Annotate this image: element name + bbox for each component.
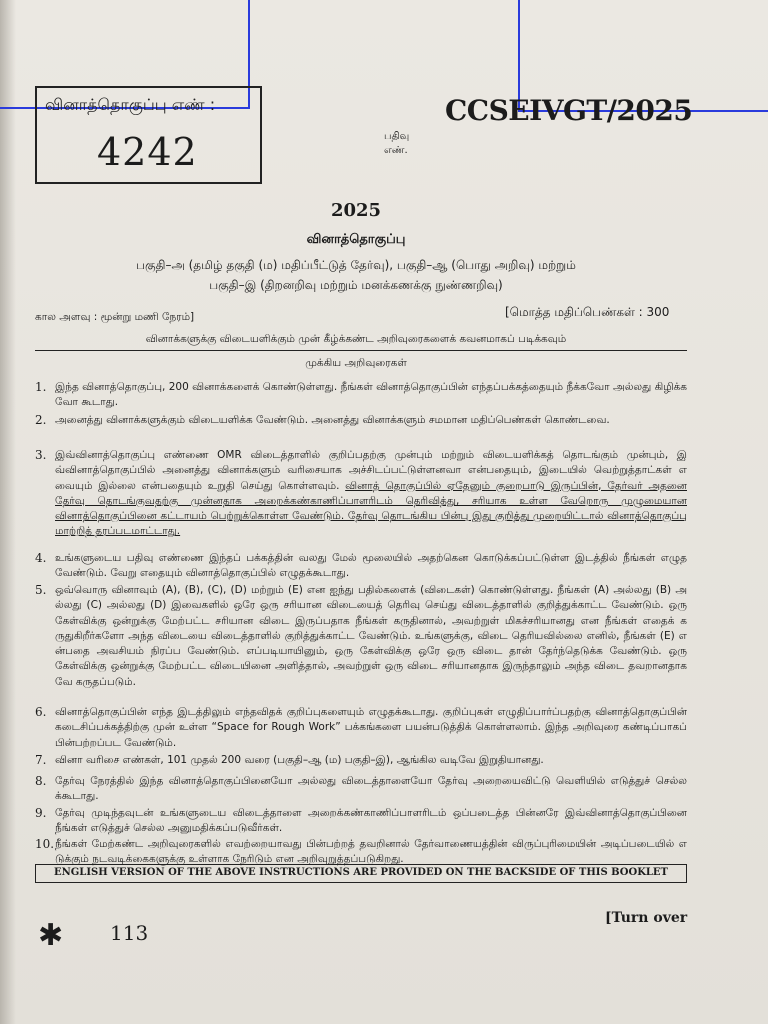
read-instructions-notice: வினாக்களுக்கு விடையளிக்கும் முன் கீழ்க்கண்ட அறிவுரைகளைக் கவனமாகப் படிக்கவும் (145, 333, 567, 345)
instruction-underlined-text: வினாத் தொகுப்பில் ஏதேனும் குறைபாடு இருப்பின், தேர்வர் அதனை தேர்வு தொடங்குவதற்கு முன்னதாக அறைக்கண்காணிப்பாளரிடம் தெரிவித்து, சரியாக உள்ள வேறொரு முழுமையான வினாத்தொகுப்பினை கட்டாயம் பெற்றுக்கொள்ள வேண்டும். தேர்வு தொடங்கிய பின்பு இது குறித்து முறையிட்டால் வினாத்தொகுப்பு மாற்றித் தரப்படமாட்டாது. (55, 479, 687, 538)
instruction-number: 7. (35, 753, 47, 767)
instruction-text (55, 380, 687, 411)
instructions-heading: முக்கிய அறிவுரைகள் (305, 357, 407, 369)
divider (35, 350, 687, 351)
instruction-number: 5. (35, 583, 47, 597)
instruction-number: 3. (35, 448, 47, 462)
exam-code: CCSEIVGT/2025 (445, 94, 693, 127)
page-number: 113 (110, 921, 149, 945)
instruction-text (55, 753, 687, 768)
instruction-text-segment: ஒவ்வொரு வினாவும் (A), (B), (C), (D) மற்றும் (E) என ஐந்து பதில்களைக் (விடைகள்) கொண்டுள்ளது. நீங்கள் (A) அல்லது (B) அல்லது (C) அல்லது (D) இவைகளில் ஒரே ஒரு சரியான விடையைத் தெரிவு செய்து விடைத்தாளில் குறித்துக்காட்ட வேண்டும். ஒரு கேள்விக்கு ஒன்றுக்கு மேற்பட்ட சரியான விடை இருப்பதாக நீங்கள் கருதினால், அவற்றுள் மிகச்சரியானது என நீங்கள் எதைக் கருதுகிறீர்களோ அந்த விடையை விடைத்தாளில் குறித்துக்காட்ட வேண்டும். உங்களுக்கு, விடை தெரியவில்லை எனில், நீங்கள் (E) என்பதை அவசியம் நிரப்ப வேண்டும். எப்படியாயினும், ஒரு கேள்விக்கு ஒரே ஒரு விடை தான் தேர்ந்தெடுக்க வேண்டும். ஒரு கேள்விக்கு ஒன்றுக்கு மேற்பட்ட விடையினை அளித்தால், அவற்றுள் ஒரு விடை சரியானதாக இருந்தாலும் அந்த விடை தவறானதாகவே கருதப்படும். (55, 584, 687, 688)
exam-duration: கால அளவு : மூன்று மணி நேரம்] (35, 311, 195, 323)
exam-parts-line-1: பகுதி–அ (தமிழ் தகுதி (ம) மதிப்பீட்டுத் தேர்வு), பகுதி–ஆ (பொது அறிவு) மற்றும் (136, 258, 576, 272)
exam-year: 2025 (330, 200, 382, 221)
instruction-text-segment: வினாத்தொகுப்பின் எந்த இடத்திலும் எந்தவிதக் குறிப்புகளையும் எழுதக்கூடாது. குறிப்புகள் எழுதிப்பார்ப்பதற்கு வினாத்தொகுப்பின் கடைசிப்பக்கத்திற்கு முன் உள்ள “Space for Rough Work” பக்கங்களை பயன்படுத்திக் கொள்ளலாம். இந்த அறிவுரை கண்டிப்பாகப் பின்பற்றப்பட வேண்டும். (55, 706, 687, 749)
instruction-number: 10. (35, 837, 55, 851)
max-marks: [மொத்த மதிப்பெண்கள் : 300 (505, 305, 670, 319)
instruction-text-segment: அனைத்து வினாக்களுக்கும் விடையளிக்க வேண்டும். அனைத்து வினாக்களும் சமமான மதிப்பெண்கள் கொண்டவை. (55, 414, 610, 426)
instruction-number: 2. (35, 413, 47, 427)
instruction-text-segment: தேர்வு முடிந்தவுடன் உங்களுடைய விடைத்தாளை அறைக்கண்காணிப்பாளரிடம் ஒப்படைத்த பின்னரே இவ்வினாத்தொகுப்பினை நீங்கள் எடுத்துச் செல்ல அனுமதிக்கப்படுவீர்கள். (55, 807, 687, 835)
instruction-number: 8. (35, 774, 47, 788)
booklet-subject: வினாத்தொகுப்பு (306, 232, 406, 247)
instruction-text (55, 583, 687, 690)
instruction-text (55, 806, 687, 837)
instruction-text-segment: நீங்கள் மேற்கண்ட அறிவுரைகளில் எவற்றையாவது பின்பற்றத் தவறினால் தேர்வாணையத்தின் விருப்புரிமையின் அடிப்படையில் எடுக்கும் நடவடிக்கைகளுக்கு உள்ளாக நேரிடும் என அறிவுறுத்தப்படுகிறது. (55, 838, 687, 866)
instruction-number: 9. (35, 806, 47, 820)
instruction-text-segment: வினா வரிசை எண்கள், 101 முதல் 200 வரை (பகுதி–ஆ (ம) பகுதி–இ), ஆங்கில வடிவே இறுதியானது. (55, 754, 544, 766)
exam-parts-line-2: பகுதி–இ (திறனறிவு மற்றும் மனக்கணக்கு நுண்ணறிவு) (209, 278, 503, 292)
turn-over-label: [Turn over (605, 910, 688, 926)
instruction-text (55, 705, 687, 751)
instruction-text (55, 413, 687, 428)
instruction-text (55, 551, 687, 582)
instruction-text (55, 774, 687, 805)
instruction-text-segment: இவ்வினாத்தொகுப்பு எண்ணை OMR விடைத்தாளில் குறிப்பதற்கு முன்பும் மற்றும் விடையளிக்கத் தொடங்கும் முன்பும், இவ்வினாத்தொகுப்பில் அனைத்து வினாக்களும் வரிசையாக அச்சிடப்பட்டுள்ளனவா என்பதையும், இடையில் வெற்றுத்தாட்கள் எவையும் இல்லை என்பதையும் உறுதி செய்து கொள்ளவும். (55, 449, 687, 492)
instruction-text-segment: தேர்வு நேரத்தில் இந்த வினாத்தொகுப்பினையோ அல்லது விடைத்தாளையோ தேர்வு அறையைவிட்டு வெளியில் எடுத்துச் செல்லக்கூடாது. (55, 775, 687, 803)
instruction-number: 6. (35, 705, 47, 719)
register-number-label: பதிவு எண். (384, 131, 410, 156)
scan-edge-shadow (0, 0, 16, 1024)
instruction-text (55, 837, 687, 868)
instruction-number: 1. (35, 380, 47, 394)
instruction-text-segment: உங்களுடைய பதிவு எண்ணை இந்தப் பக்கத்தின் வலது மேல் மூலையில் அதற்கென கொடுக்கப்பட்டுள்ள இடத்தில் நீங்கள் எழுத வேண்டும். வேறு எதையும் வினாத்தொகுப்பில் எழுதக்கூடாது. (55, 552, 687, 580)
question-booklet-label: வினாத்தொகுப்பு எண் : (45, 95, 216, 114)
english-version-note: ENGLISH VERSION OF THE ABOVE INSTRUCTIONS ARE PROVIDED ON THE BACKSIDE OF THIS BOOKLET (35, 864, 687, 883)
instruction-number: 4. (35, 551, 47, 565)
star-icon: ✱ (38, 918, 64, 953)
instruction-text-segment: இந்த வினாத்தொகுப்பு, 200 வினாக்களைக் கொண்டுள்ளது. நீங்கள் வினாத்தொகுப்பின் எந்தப்பக்கத்தையும் நீக்கவோ அல்லது கிழிக்கவோ கூடாது. (55, 381, 687, 409)
question-booklet-number-box (35, 86, 262, 184)
instruction-text (55, 448, 687, 540)
question-booklet-number: 4242 (97, 130, 198, 174)
